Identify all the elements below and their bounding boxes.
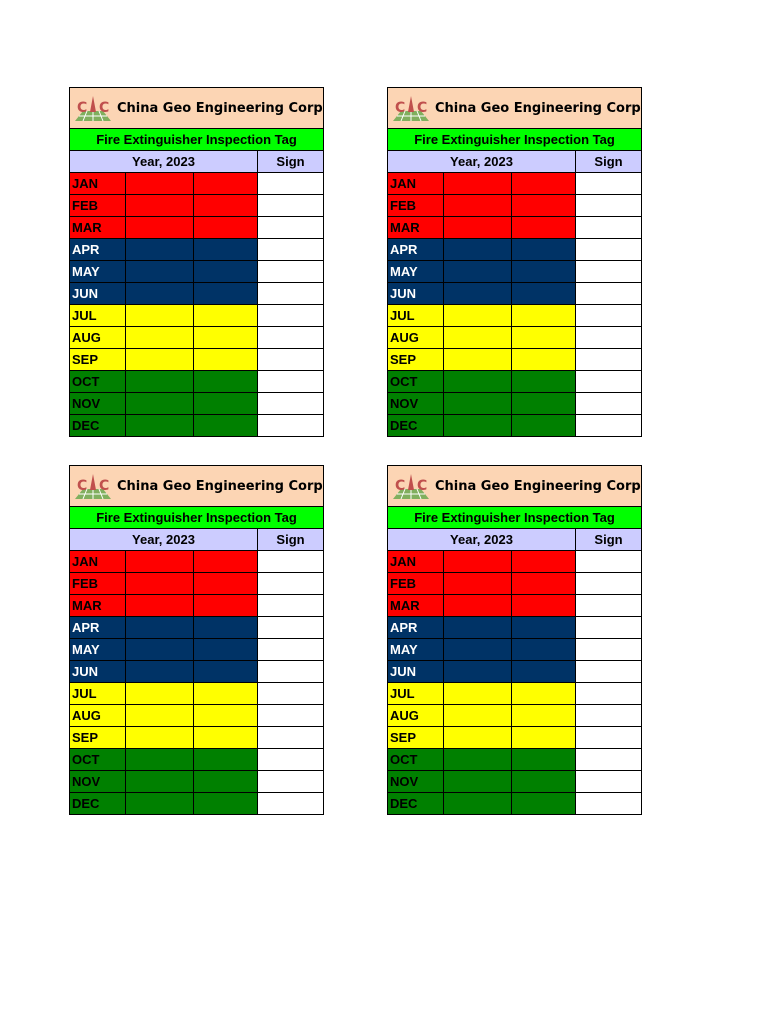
month-row xyxy=(388,349,642,371)
inspection-tag-bottom-left xyxy=(69,465,323,815)
month-row xyxy=(388,617,642,639)
month-label: JUL xyxy=(70,305,126,327)
month-label: NOV xyxy=(388,771,444,793)
month-row xyxy=(70,573,324,595)
sign-cell[interactable] xyxy=(258,393,324,415)
inspection-cell[interactable] xyxy=(126,393,194,415)
sign-header: Sign xyxy=(258,151,324,173)
sign-cell[interactable] xyxy=(576,393,642,415)
inspection-cell[interactable] xyxy=(194,683,258,705)
inspection-cell[interactable] xyxy=(512,617,576,639)
month-row xyxy=(388,415,642,437)
inspection-cell[interactable] xyxy=(444,349,512,371)
inspection-cell[interactable] xyxy=(126,327,194,349)
inspection-cell[interactable] xyxy=(444,327,512,349)
inspection-cell[interactable] xyxy=(126,617,194,639)
sign-cell[interactable] xyxy=(258,595,324,617)
sign-cell[interactable] xyxy=(576,371,642,393)
inspection-tag-top-left xyxy=(69,87,323,437)
inspection-cell[interactable] xyxy=(512,371,576,393)
inspection-cell[interactable] xyxy=(444,261,512,283)
month-row xyxy=(70,617,324,639)
inspection-cell[interactable] xyxy=(512,705,576,727)
month-row xyxy=(70,239,324,261)
sign-cell[interactable] xyxy=(576,239,642,261)
inspection-cell[interactable] xyxy=(444,683,512,705)
month-label: FEB xyxy=(388,195,444,217)
month-label: SEP xyxy=(70,727,126,749)
month-label: JUN xyxy=(388,661,444,683)
month-label: JUN xyxy=(70,661,126,683)
month-row xyxy=(388,705,642,727)
inspection-cell[interactable] xyxy=(194,551,258,573)
logo-letter-2: C xyxy=(417,478,428,494)
inspection-cell[interactable] xyxy=(194,793,258,815)
inspection-cell[interactable] xyxy=(512,393,576,415)
inspection-cell[interactable] xyxy=(444,239,512,261)
company-header-row xyxy=(70,88,324,129)
logo-letter-2: C xyxy=(99,100,110,116)
month-row xyxy=(70,305,324,327)
inspection-cell[interactable] xyxy=(126,173,194,195)
tag-title: Fire Extinguisher Inspection Tag xyxy=(388,507,642,529)
inspection-cell[interactable] xyxy=(194,239,258,261)
month-row xyxy=(70,217,324,239)
logo-letter-1: C xyxy=(395,478,406,494)
inspection-cell[interactable] xyxy=(512,551,576,573)
company-name: China Geo Engineering Corp xyxy=(117,478,323,494)
inspection-cell[interactable] xyxy=(444,749,512,771)
inspection-cell[interactable] xyxy=(126,771,194,793)
month-label: JAN xyxy=(388,173,444,195)
month-label: AUG xyxy=(388,327,444,349)
inspection-cell[interactable] xyxy=(126,705,194,727)
month-row xyxy=(70,595,324,617)
month-label: DEC xyxy=(388,415,444,437)
inspection-cell[interactable] xyxy=(194,371,258,393)
sign-cell[interactable] xyxy=(576,661,642,683)
inspection-cell[interactable] xyxy=(194,573,258,595)
inspection-cell[interactable] xyxy=(194,749,258,771)
month-row xyxy=(70,327,324,349)
inspection-cell[interactable] xyxy=(512,683,576,705)
company-name: China Geo Engineering Corp xyxy=(435,100,641,116)
inspection-cell[interactable] xyxy=(194,195,258,217)
inspection-cell[interactable] xyxy=(194,639,258,661)
inspection-cell[interactable] xyxy=(512,261,576,283)
inspection-cell[interactable] xyxy=(194,415,258,437)
inspection-cell[interactable] xyxy=(512,415,576,437)
month-row xyxy=(70,683,324,705)
inspection-cell[interactable] xyxy=(444,371,512,393)
inspection-cell[interactable] xyxy=(444,639,512,661)
month-row xyxy=(388,173,642,195)
inspection-table xyxy=(69,465,324,815)
year-row xyxy=(70,151,324,173)
sign-cell[interactable] xyxy=(258,639,324,661)
sign-cell[interactable] xyxy=(258,617,324,639)
inspection-cell[interactable] xyxy=(444,573,512,595)
month-row xyxy=(388,261,642,283)
month-row xyxy=(70,705,324,727)
inspection-tag-bottom-right xyxy=(387,465,641,815)
inspection-cell[interactable] xyxy=(512,327,576,349)
inspection-cell[interactable] xyxy=(444,595,512,617)
sign-cell[interactable] xyxy=(576,195,642,217)
month-row xyxy=(388,371,642,393)
sign-cell[interactable] xyxy=(258,305,324,327)
sign-cell[interactable] xyxy=(258,415,324,437)
month-row xyxy=(388,217,642,239)
month-label: MAR xyxy=(388,217,444,239)
month-label: SEP xyxy=(70,349,126,371)
month-label: OCT xyxy=(70,371,126,393)
company-name: China Geo Engineering Corp xyxy=(117,100,323,116)
sign-cell[interactable] xyxy=(576,749,642,771)
inspection-table xyxy=(69,87,324,437)
inspection-cell[interactable] xyxy=(126,661,194,683)
sign-cell[interactable] xyxy=(576,283,642,305)
month-label: APR xyxy=(70,239,126,261)
month-label: AUG xyxy=(388,705,444,727)
month-row xyxy=(388,749,642,771)
month-label: JAN xyxy=(388,551,444,573)
month-row xyxy=(70,415,324,437)
sign-cell[interactable] xyxy=(576,771,642,793)
inspection-cell[interactable] xyxy=(512,239,576,261)
sign-cell[interactable] xyxy=(258,683,324,705)
sign-cell[interactable] xyxy=(258,705,324,727)
month-label: MAY xyxy=(70,261,126,283)
tag-title: Fire Extinguisher Inspection Tag xyxy=(70,507,324,529)
inspection-cell[interactable] xyxy=(512,793,576,815)
logo-letter-1: C xyxy=(77,100,88,116)
month-label: MAY xyxy=(70,639,126,661)
sign-cell[interactable] xyxy=(576,551,642,573)
month-label: APR xyxy=(388,617,444,639)
month-label: OCT xyxy=(388,749,444,771)
month-row xyxy=(388,573,642,595)
month-row xyxy=(388,305,642,327)
inspection-cell[interactable] xyxy=(512,639,576,661)
month-label: MAR xyxy=(70,595,126,617)
month-row xyxy=(70,173,324,195)
month-label: DEC xyxy=(388,793,444,815)
month-row xyxy=(388,683,642,705)
tag-title-row xyxy=(388,129,642,151)
month-label: JUL xyxy=(388,305,444,327)
sign-cell[interactable] xyxy=(258,661,324,683)
inspection-cell[interactable] xyxy=(194,393,258,415)
inspection-cell[interactable] xyxy=(512,771,576,793)
sign-cell[interactable] xyxy=(576,327,642,349)
inspection-cell[interactable] xyxy=(194,727,258,749)
inspection-cell[interactable] xyxy=(194,705,258,727)
company-logo-icon xyxy=(73,93,113,123)
sign-cell[interactable] xyxy=(576,415,642,437)
sign-cell[interactable] xyxy=(258,371,324,393)
month-row xyxy=(70,371,324,393)
inspection-cell[interactable] xyxy=(194,349,258,371)
inspection-cell[interactable] xyxy=(444,551,512,573)
inspection-cell[interactable] xyxy=(444,793,512,815)
month-label: JAN xyxy=(70,551,126,573)
month-label: APR xyxy=(388,239,444,261)
month-label: JAN xyxy=(70,173,126,195)
sign-header: Sign xyxy=(576,151,642,173)
month-label: MAY xyxy=(388,639,444,661)
company-header-row xyxy=(70,466,324,507)
sign-cell[interactable] xyxy=(576,617,642,639)
sign-cell[interactable] xyxy=(258,283,324,305)
month-label: OCT xyxy=(388,371,444,393)
month-label: JUN xyxy=(388,283,444,305)
inspection-cell[interactable] xyxy=(126,683,194,705)
inspection-cell[interactable] xyxy=(512,749,576,771)
inspection-cell[interactable] xyxy=(512,195,576,217)
inspection-cell[interactable] xyxy=(444,727,512,749)
sign-cell[interactable] xyxy=(258,771,324,793)
logo-letter-2: C xyxy=(99,478,110,494)
inspection-cell[interactable] xyxy=(194,661,258,683)
inspection-cell[interactable] xyxy=(512,661,576,683)
month-label: JUL xyxy=(388,683,444,705)
inspection-cell[interactable] xyxy=(444,661,512,683)
inspection-cell[interactable] xyxy=(126,415,194,437)
year-label: Year, 2023 xyxy=(388,529,576,551)
tag-title: Fire Extinguisher Inspection Tag xyxy=(70,129,324,151)
sign-cell[interactable] xyxy=(258,727,324,749)
sign-cell[interactable] xyxy=(576,727,642,749)
month-row xyxy=(388,327,642,349)
month-row xyxy=(70,551,324,573)
month-label: SEP xyxy=(388,349,444,371)
month-row xyxy=(388,793,642,815)
inspection-cell[interactable] xyxy=(126,261,194,283)
inspection-cell[interactable] xyxy=(444,305,512,327)
inspection-cell[interactable] xyxy=(126,305,194,327)
month-label: NOV xyxy=(388,393,444,415)
inspection-cell[interactable] xyxy=(512,305,576,327)
sign-cell[interactable] xyxy=(576,793,642,815)
month-label: AUG xyxy=(70,327,126,349)
month-label: JUN xyxy=(70,283,126,305)
month-label: NOV xyxy=(70,393,126,415)
company-header-row xyxy=(388,466,642,507)
month-row xyxy=(70,727,324,749)
month-label: MAY xyxy=(388,261,444,283)
inspection-cell[interactable] xyxy=(444,415,512,437)
sign-cell[interactable] xyxy=(258,749,324,771)
company-header-row xyxy=(388,88,642,129)
month-label: OCT xyxy=(70,749,126,771)
inspection-cell[interactable] xyxy=(444,393,512,415)
month-row xyxy=(70,393,324,415)
month-label: FEB xyxy=(70,195,126,217)
month-label: AUG xyxy=(70,705,126,727)
tag-title-row xyxy=(70,507,324,529)
sign-cell[interactable] xyxy=(576,349,642,371)
year-row xyxy=(70,529,324,551)
month-row xyxy=(70,261,324,283)
inspection-cell[interactable] xyxy=(444,705,512,727)
month-row xyxy=(388,771,642,793)
inspection-cell[interactable] xyxy=(126,595,194,617)
sign-header: Sign xyxy=(258,529,324,551)
month-label: JUL xyxy=(70,683,126,705)
month-row xyxy=(70,749,324,771)
company-logo-icon xyxy=(73,471,113,501)
sign-cell[interactable] xyxy=(258,195,324,217)
month-label: DEC xyxy=(70,415,126,437)
month-row xyxy=(388,661,642,683)
inspection-cell[interactable] xyxy=(126,195,194,217)
month-label: NOV xyxy=(70,771,126,793)
month-row xyxy=(388,283,642,305)
logo-letter-1: C xyxy=(77,478,88,494)
year-label: Year, 2023 xyxy=(388,151,576,173)
sign-cell[interactable] xyxy=(576,595,642,617)
month-label: APR xyxy=(70,617,126,639)
sign-cell[interactable] xyxy=(258,217,324,239)
month-label: FEB xyxy=(70,573,126,595)
inspection-cell[interactable] xyxy=(126,217,194,239)
inspection-cell[interactable] xyxy=(126,749,194,771)
inspection-cell[interactable] xyxy=(444,283,512,305)
sign-cell[interactable] xyxy=(258,239,324,261)
sign-cell[interactable] xyxy=(576,683,642,705)
sign-cell[interactable] xyxy=(258,349,324,371)
inspection-table xyxy=(387,465,642,815)
month-row xyxy=(388,639,642,661)
sign-cell[interactable] xyxy=(258,573,324,595)
inspection-cell[interactable] xyxy=(194,305,258,327)
inspection-cell[interactable] xyxy=(194,261,258,283)
sign-cell[interactable] xyxy=(258,551,324,573)
month-row xyxy=(70,771,324,793)
inspection-cell[interactable] xyxy=(126,573,194,595)
inspection-cell[interactable] xyxy=(126,639,194,661)
inspection-cell[interactable] xyxy=(512,217,576,239)
inspection-cell[interactable] xyxy=(194,283,258,305)
sign-cell[interactable] xyxy=(258,327,324,349)
inspection-cell[interactable] xyxy=(194,771,258,793)
year-label: Year, 2023 xyxy=(70,529,258,551)
inspection-cell[interactable] xyxy=(126,793,194,815)
inspection-cell[interactable] xyxy=(512,283,576,305)
month-label: DEC xyxy=(70,793,126,815)
inspection-cell[interactable] xyxy=(512,727,576,749)
sign-cell[interactable] xyxy=(576,217,642,239)
sign-cell[interactable] xyxy=(576,261,642,283)
inspection-cell[interactable] xyxy=(444,617,512,639)
month-row xyxy=(70,283,324,305)
sign-header: Sign xyxy=(576,529,642,551)
tag-title: Fire Extinguisher Inspection Tag xyxy=(388,129,642,151)
inspection-cell[interactable] xyxy=(512,595,576,617)
month-label: FEB xyxy=(388,573,444,595)
inspection-table xyxy=(387,87,642,437)
sign-cell[interactable] xyxy=(576,705,642,727)
sign-cell[interactable] xyxy=(576,639,642,661)
company-name: China Geo Engineering Corp xyxy=(435,478,641,494)
company-logo-icon xyxy=(391,93,431,123)
logo-letter-1: C xyxy=(395,100,406,116)
month-row xyxy=(388,727,642,749)
inspection-cell[interactable] xyxy=(126,283,194,305)
month-row xyxy=(388,239,642,261)
month-row xyxy=(388,195,642,217)
month-row xyxy=(70,349,324,371)
inspection-cell[interactable] xyxy=(444,195,512,217)
inspection-tag-top-right xyxy=(387,87,641,437)
sign-cell[interactable] xyxy=(258,793,324,815)
inspection-cell[interactable] xyxy=(194,217,258,239)
sign-cell[interactable] xyxy=(258,173,324,195)
inspection-cell[interactable] xyxy=(126,239,194,261)
month-row xyxy=(70,793,324,815)
year-row xyxy=(388,151,642,173)
tag-title-row xyxy=(70,129,324,151)
inspection-cell[interactable] xyxy=(126,349,194,371)
year-row xyxy=(388,529,642,551)
inspection-cell[interactable] xyxy=(194,617,258,639)
inspection-cell[interactable] xyxy=(444,771,512,793)
sign-cell[interactable] xyxy=(576,305,642,327)
month-label: MAR xyxy=(388,595,444,617)
inspection-cell[interactable] xyxy=(126,371,194,393)
inspection-cell[interactable] xyxy=(512,349,576,371)
inspection-cell[interactable] xyxy=(194,595,258,617)
month-label: SEP xyxy=(388,727,444,749)
month-row xyxy=(388,595,642,617)
month-row xyxy=(70,661,324,683)
month-row xyxy=(70,639,324,661)
sign-cell[interactable] xyxy=(258,261,324,283)
tag-title-row xyxy=(388,507,642,529)
inspection-cell[interactable] xyxy=(512,173,576,195)
inspection-cell[interactable] xyxy=(444,217,512,239)
inspection-cell[interactable] xyxy=(194,327,258,349)
inspection-cell[interactable] xyxy=(126,727,194,749)
company-logo-icon xyxy=(391,471,431,501)
inspection-cell[interactable] xyxy=(512,573,576,595)
inspection-cell[interactable] xyxy=(444,173,512,195)
month-row xyxy=(388,551,642,573)
month-row xyxy=(70,195,324,217)
month-row xyxy=(388,393,642,415)
logo-letter-2: C xyxy=(417,100,428,116)
inspection-cell[interactable] xyxy=(194,173,258,195)
inspection-cell[interactable] xyxy=(126,551,194,573)
sign-cell[interactable] xyxy=(576,173,642,195)
month-label: MAR xyxy=(70,217,126,239)
sign-cell[interactable] xyxy=(576,573,642,595)
year-label: Year, 2023 xyxy=(70,151,258,173)
